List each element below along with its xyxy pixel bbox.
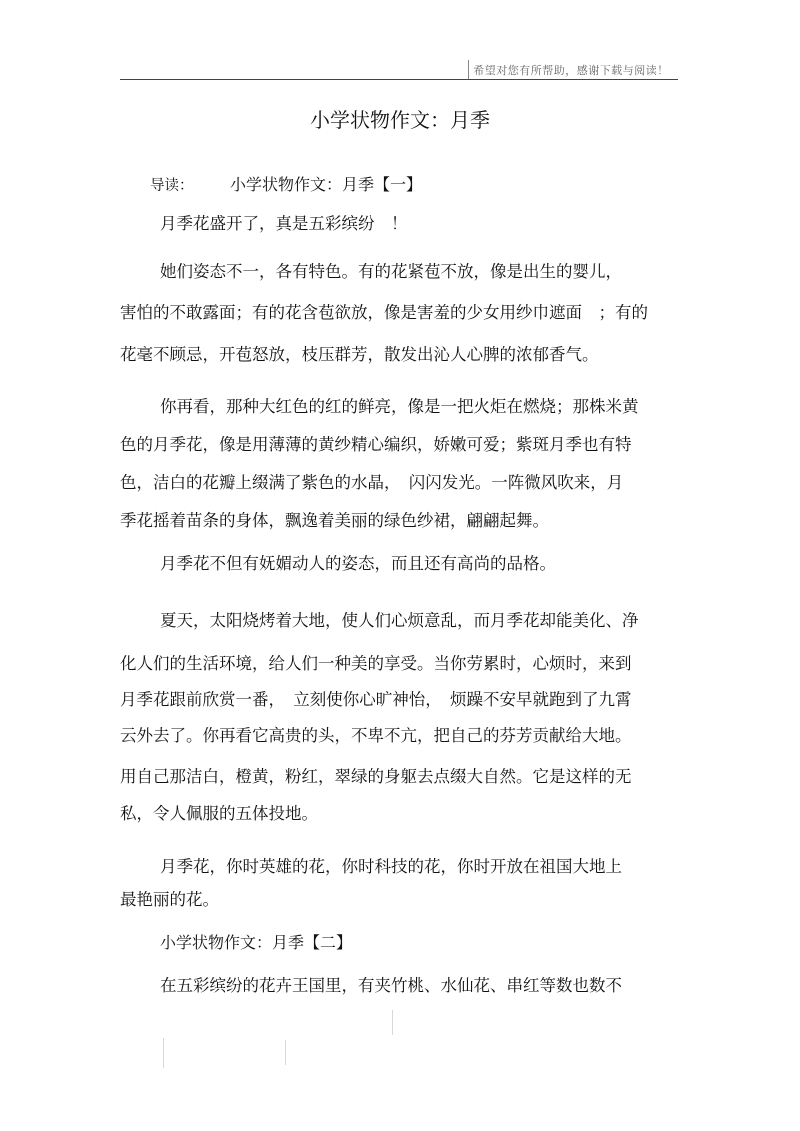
text-line: 化人们的生活环境，给人们一种美的享受。当你劳累时，心烦时，来到 (120, 654, 632, 673)
text-line: 花毫不顾忌，开苞怒放，枝压群芳，散发出沁人心脾的浓郁香气。 (120, 345, 599, 364)
text-line: 在五彩缤纷的花卉王国里，有夹竹桃、水仙花、串红等数也数不 (160, 976, 622, 995)
text-line: 月季花不但有妩媚动人的姿态，而且还有高尚的品格。 (160, 554, 556, 573)
text-line: 私，令人佩服的五体投地。 (120, 804, 318, 823)
intro-label: 导读： (150, 178, 194, 194)
text-line: 色，洁白的花瓣上缀满了紫色的水晶， 闪闪发光。一阵微风吹来，月 (120, 473, 624, 492)
text-line: 害怕的不敢露面；有的花含苞欲放，像是害羞的少女用纱巾遮面 ；有的 (120, 303, 648, 322)
scan-artifact-line (285, 1040, 286, 1065)
page-title: 小学状物作文：月季 (310, 108, 490, 132)
scan-artifact-line (163, 1038, 164, 1068)
header-tagline: 希望对您有所帮助，感谢下载与阅读！ (473, 64, 669, 77)
header-divider-tick (468, 60, 469, 80)
text-line: 月季花盛开了，真是五彩缤纷 ！ (160, 214, 408, 233)
text-line: 云外去了。你再看它高贵的头，不卑不亢，把自己的芬芳贡献给大地。 (120, 726, 632, 745)
section-one-heading: 小学状物作文：月季【一】 (230, 175, 423, 194)
text-line: 色的月季花，像是用薄薄的黄纱精心编织，娇嫩可爱；紫斑月季也有特 (120, 435, 632, 454)
scan-artifact-line (392, 1010, 393, 1035)
text-line: 夏天，太阳烧烤着大地，使人们心烦意乱，而月季花却能美化、净 (160, 611, 639, 630)
text-line: 用自己那洁白，橙黄，粉红，翠绿的身躯去点缀大自然。它是这样的无 (120, 767, 632, 786)
text-line: 月季花跟前欣赏一番， 立刻使你心旷神怡， 烦躁不安早就跑到了九霄 (120, 690, 632, 709)
text-line: 季花摇着苗条的身体，飘逸着美丽的绿色纱裙，翩翩起舞。 (120, 511, 549, 530)
text-line: 月季花，你时英雄的花，你时科技的花，你时开放在祖国大地上 (160, 857, 622, 876)
header-rule (120, 79, 678, 80)
text-line: 她们姿态不一，各有特色。有的花紧苞不放，像是出生的婴儿， (160, 262, 622, 281)
text-line: 最艳丽的花。 (120, 890, 219, 909)
text-line: 你再看，那种大红色的红的鲜亮，像是一把火炬在燃烧；那株米黄 (160, 397, 639, 416)
section-two-heading: 小学状物作文：月季【二】 (160, 933, 353, 952)
